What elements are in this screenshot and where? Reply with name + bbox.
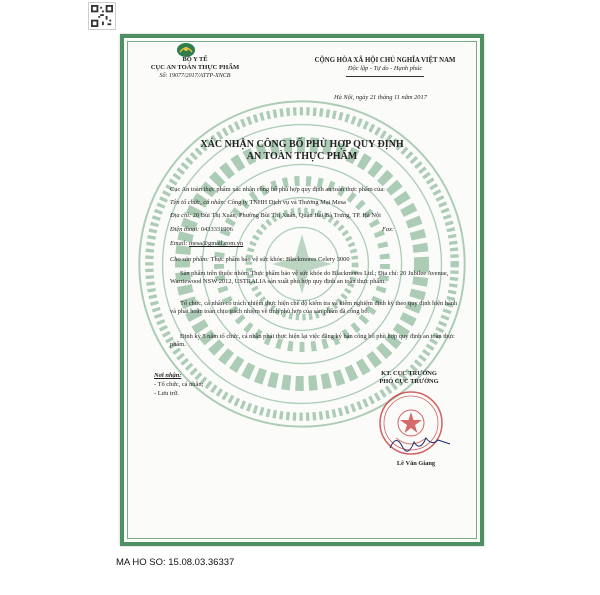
org-value: Công ty TNHH Dịch vụ và Thương Mại Mesa	[227, 199, 346, 206]
recipients-label: Nơi nhận:	[154, 372, 182, 379]
fax-label: Fax:	[382, 226, 395, 233]
address-value: 20 Bùi Thị Xuân, Phường Bùi Thị Xuân, Quận Hai Bà Trưng, TP. Hà Nội	[192, 212, 381, 219]
ministry-name: BỘ Y TẾ	[182, 56, 208, 63]
title-line-2: AN TOÀN THỰC PHẨM	[246, 151, 358, 162]
motto-underline	[346, 76, 424, 77]
national-motto: Độc lập - Tự do - Hạnh phúc	[347, 65, 423, 72]
document-number: Số: 19077/2017/ATTP-XNCB	[159, 73, 231, 79]
intro-text: Cục An toàn thực phẩm xác nhận công bố phù hợp quy định an toàn thực phẩm của:	[170, 186, 385, 193]
issue-date: Hà Nội, ngày 21 tháng 11 năm 2017	[334, 94, 427, 101]
address-row	[170, 212, 381, 220]
product-label: Cho sản phẩm:	[170, 256, 210, 263]
certificate-document	[120, 34, 484, 546]
national-header	[290, 57, 480, 73]
title-line-1: XÁC NHẬN CÔNG BỐ PHÙ HỢP QUY ĐỊNH	[200, 139, 404, 150]
signer-name: Lê Văn Giang	[396, 460, 436, 467]
product-row	[170, 256, 350, 264]
qr-code-icon	[88, 2, 116, 30]
phone-row	[170, 226, 233, 234]
org-row	[170, 199, 346, 207]
department-name: CỤC AN TOÀN THỰC PHẨM	[150, 64, 240, 71]
recipient-2: - Lưu trữ.	[154, 390, 179, 397]
org-label: Tên tổ chức, cá nhân:	[170, 199, 226, 206]
country-name: CỘNG HÒA XÃ HỘI CHỦ NGHĨA VIỆT NAM	[314, 57, 456, 64]
address-label: Địa chỉ:	[170, 212, 192, 219]
issuer-header	[130, 56, 260, 80]
dossier-code: MA HO SO: 15.08.03.36337	[116, 557, 235, 568]
product-value: Thực phẩm bảo vệ sức khỏe: Blackmores Celery 3000	[210, 256, 350, 263]
phone-value: 0433331906	[200, 226, 233, 233]
document-title	[124, 139, 480, 163]
recipient-1: - Tổ chức, cá nhân;	[154, 381, 204, 388]
email-row	[170, 240, 243, 248]
sign-title-2: PHÓ CỤC TRƯỞNG	[379, 378, 439, 385]
paragraph-manufacturer: Sản phẩm trên thuộc nhóm Thực phẩm bảo vệ sức khỏe do Blackmores Ltd.; Địa chỉ: 20 Jubilee Avenue, Warriewood NSW 2012, USTRALIA sản xuất phù hợp quy định an toàn thực phẩm.	[170, 270, 449, 285]
email-value: mesa@gmail.com.vn	[189, 240, 244, 247]
handwritten-signature	[386, 430, 456, 456]
paragraph-responsibility: Tổ chức, cá nhân có trách nhiệm thực hiện chế độ kiểm tra và kiểm nghiệm định kỳ theo quy định hiện hành và phải hoàn toàn chịu trách nhiệm về tính phù hợp của sản phẩm đã công bố.	[170, 300, 458, 315]
sign-title-1: KT. CỤC TRƯỞNG	[381, 370, 437, 377]
email-label: Email:	[170, 240, 188, 247]
signature-block	[354, 370, 464, 386]
phone-label: Điện thoại:	[170, 226, 200, 233]
paragraph-renewal: Định kỳ 5 năm tổ chức, cá nhân phải thực hiện lại việc đăng ký bản công bố phù hợp quy định an toàn thực phẩm.	[170, 333, 455, 348]
